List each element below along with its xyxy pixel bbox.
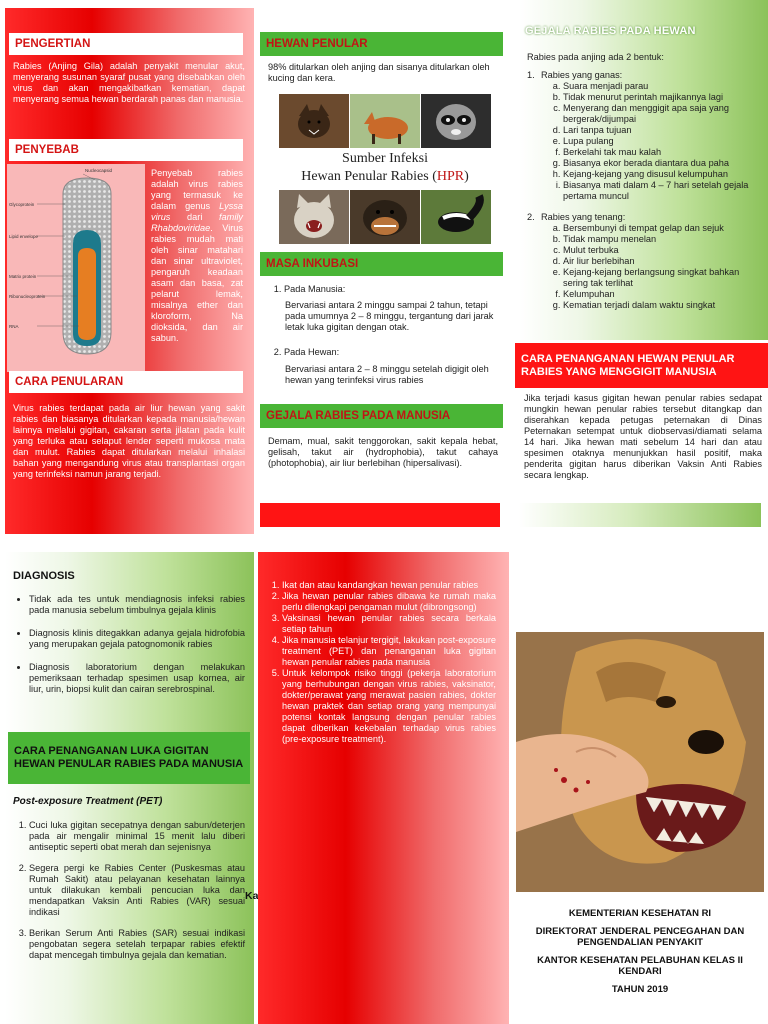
fox-photo — [350, 94, 420, 148]
ganas-item: b. Tidak menurut perintah majikannya lagi — [563, 92, 763, 103]
organization-line: TAHUN 2019 — [611, 983, 669, 995]
tenang-item: b. Tidak mampu menelan — [563, 234, 763, 245]
heading-masa-inkubasi: MASA INKUBASI — [260, 252, 503, 276]
heading-penanganan-hewan: CARA PENANGANAN HEWAN PENULAR RABIES YANG MENGGIGIT MANUSIA — [515, 343, 768, 388]
dog-eye — [656, 696, 676, 708]
pencegahan-item: 3. Vaksinasi hewan penular rabies secara berkala setiap tahun — [282, 613, 496, 635]
tenang-item: a. Bersembunyi di tempat gelap dan sejuk — [563, 223, 763, 234]
penyebab-genus: Lyssa virus — [151, 201, 243, 222]
heading-diagnosis: DIAGNOSIS — [13, 570, 75, 582]
penanganan-hewan-text: Jika terjadi kasus gigitan hewan penular rabies sedapat mungkin hewan penular rabies tersebut ditangkap dan diserahkan kepada petugas peternakan di Dinas Peternakan setempat untuk diobservasi/diamati selama 14 hari. Jika hewan mati sebelum 14 hari dan atau spesimen otaknya menunjukkan hasil positif, maka penderita gigitan harus diberikan Vaksin Anti Rabies secara lengkap. — [524, 393, 762, 480]
heading-gejala-hewan: GEJALA RABIES PADA HEWAN — [525, 25, 696, 37]
rabies-virus-diagram — [7, 164, 145, 372]
tenang-sublist — [527, 223, 763, 311]
heading-hewan-penular: HEWAN PENULAR — [260, 32, 503, 56]
tenang-item: g. Kematian terjadi dalam waktu singkat — [563, 300, 763, 311]
infection-caption — [279, 150, 491, 186]
heading-pengertian: PENGERTIAN — [9, 33, 243, 55]
inkubasi-label: Pada Hewan: — [284, 347, 340, 357]
virus-label: Nucleocapsid — [85, 168, 113, 173]
panel-top-left — [5, 8, 254, 534]
inkubasi-list — [268, 284, 498, 299]
ganas-item: e. Lupa pulang — [563, 136, 763, 147]
bite-wound — [574, 788, 579, 793]
cat-photo — [279, 190, 349, 244]
bite-wound — [554, 768, 558, 772]
panel-bottom-left — [5, 552, 259, 1024]
luka-list — [13, 820, 245, 971]
ganas-item: i. Biasanya mati dalam 4 – 7 hari setelah gejala pertama muncul — [563, 180, 763, 202]
gejala-hewan-intro: Rabies pada anjing ada 2 bentuk: — [527, 52, 664, 62]
virus-nucleocapsid — [78, 248, 96, 340]
inkubasi-label: Pada Manusia: — [284, 284, 346, 294]
virus-label: Lipid envelope — [9, 234, 39, 239]
caption-text: ) — [464, 169, 469, 184]
penyebab-family: family Rhabdoviridae — [151, 212, 243, 233]
gejala-manusia-text: Demam, mual, sakit tenggorokan, sakit kepala hebat, gelisah, takut air (hydrophobia), takut cahaya (photophobia), air liur berlebihan (hipersalivasi). — [268, 436, 498, 468]
diagnosis-item: • Diagnosis klinis ditegakkan adanya gejala hidrofobia yang merupakan gejala patognomonik rabies — [29, 628, 245, 650]
organization-block — [520, 908, 760, 1001]
ganas-label — [527, 70, 763, 81]
organization-line: KEMENTERIAN KESEHATAN RI — [568, 908, 712, 919]
tenang-item: c. Mulut terbuka — [563, 245, 763, 256]
heading-gejala-manusia: GEJALA RABIES PADA MANUSIA — [260, 404, 503, 428]
ganas-item: g. Biasanya ekor berada diantara dua paha — [563, 158, 763, 169]
bite-wound — [561, 777, 567, 783]
diagnosis-list — [13, 594, 245, 707]
inkubasi-list — [268, 347, 498, 358]
panel-top-middle — [260, 8, 505, 502]
ganas-item: c. Menyerang dan menggigit apa saja yang bergerak/dijumpai — [563, 103, 763, 125]
pencegahan-item: 5. Untuk kelompok risiko tinggi (pekerja laboratorium yang berhubungan dengan virus rabies, vaksinator, dokter/perawat yang merawat pasien rabies, dokter hewan praktek dan setiap orang yang mempunyai potensi kontak langsung dengan penular rabies dapat diberikan kekebalan terhadap virus rabies (pre-exposure treatment). — [282, 668, 496, 745]
raccoon-photo — [421, 94, 491, 148]
organization-line: DIREKTORAT JENDERAL PENCEGAHAN DAN PENGENDALIAN PENYAKIT — [535, 925, 745, 948]
virus-label: RNA — [9, 324, 19, 329]
diagnosis-item: • Diagnosis laboratorium dengan melakukan pemeriksaan terhadap spesimen usap kornea, air liur, urin, biopsi kulit dan cairan serebrospinal. — [29, 662, 245, 695]
penyebab-text-part: Penyebab rabies adalah virus rabies yang termasuk ke dalam genus — [151, 168, 243, 211]
penyebab-text-part: . Virus rabies mudah mati oleh sinar matahari dan sinar ultraviolet, pengaruh keadaan asam dan basa, zat pelarut lemak, misalnya ether dan kloroform, Na dioksida, dan air sabun. — [151, 223, 243, 343]
list-number: 2. — [527, 212, 535, 222]
heading-penanganan-luka: CARA PENANGANAN LUKA GIGITAN HEWAN PENULAR RABIES PADA MANUSIA — [8, 732, 250, 784]
virus-label: Ribonucleoprotein — [9, 294, 46, 299]
animal-photo-collage — [279, 94, 491, 244]
panel-bottom-middle — [258, 552, 509, 1024]
ganas-item: f. Berkelahi tak mau kalah — [563, 147, 763, 158]
list-number: 1. — [527, 70, 535, 80]
panel-top-right — [519, 0, 768, 340]
virus-label: Glycoprotein — [9, 202, 35, 207]
penyebab-text-part: dari — [170, 212, 219, 222]
ganas-sublist — [527, 81, 763, 202]
inkubasi-item — [284, 347, 498, 358]
dog-nose — [688, 730, 724, 754]
tenang-item: f. Kelumpuhan — [563, 289, 763, 300]
ganas-label-text: Rabies yang ganas: — [541, 70, 623, 80]
penyebab-text — [151, 168, 243, 344]
diagnosis-item: • Tidak ada tes untuk mendiagnosis infeksi rabies pada manusia sebelum timbulnya gejala klinis — [29, 594, 245, 616]
green-bar-right — [519, 503, 761, 527]
caption-hpr: HPR — [436, 169, 465, 184]
ganas-item: d. Lari tanpa tujuan — [563, 125, 763, 136]
penularan-text: Virus rabies terdapat pada air liur hewan yang sakit rabies dan biasanya ditularkan kepada manusia/hewan lainnya melalui gigitan, cakaran serta jilatan pada kulit yang terluka atau selaput lender seperti mukosa mata dan mulut. Rabies dapat ditularkan melalui inhalasi bahan yang mengandung virus atau transplantasi organ yang terinfeksi namun jarang terjadi. — [13, 403, 245, 479]
inkubasi-hewan-text: Bervariasi antara 2 – 8 minggu setelah digigit oleh hewan yang terinfeksi virus rabies — [285, 364, 489, 385]
dog-brow — [596, 662, 666, 702]
dog-photo — [350, 190, 420, 244]
ganas-item: h. Kejang-kejang yang disusul kelumpuhan — [563, 169, 763, 180]
organization-line: KANTOR KESEHATAN PELABUHAN KELAS II KENDARI — [537, 954, 743, 977]
virus-label: Matrix protein — [9, 274, 37, 279]
luka-item: 1. Cuci luka gigitan secepatnya dengan sabun/deterjen pada air mengalir minimal 15 menit lalu diberi antiseptic seperti obat merah dan sejenisnya — [29, 820, 245, 853]
caption-line-1: Sumber Infeksi — [342, 151, 428, 166]
heading-penyebab: PENYEBAB — [9, 139, 243, 161]
pencegahan-list — [268, 580, 496, 745]
inkubasi-manusia-text: Bervariasi antara 2 minggu sampai 2 tahun, tetapi pada umumnya 2 – 8 minggu, tergantung dari jarak letak luka gigitan dengan otak. — [285, 300, 494, 332]
bat-photo — [279, 94, 349, 148]
inkubasi-item — [284, 284, 498, 295]
pencegahan-item: 4. Jika manusia telanjur tergigit, lakukan post-exposure treatment (PET) dan penanganan luka gigitan hewan penular rabies pada manusia — [282, 635, 496, 668]
caption-line-2 — [279, 168, 491, 186]
bite-wound — [586, 780, 590, 784]
skunk-photo — [421, 190, 491, 244]
overflow-text: Ka — [245, 890, 259, 902]
pet-subtitle: Post-exposure Treatment (PET) — [13, 796, 163, 807]
hewan-penular-text: 98% ditularkan oleh anjing dan sisanya ditularkan oleh kucing dan kera. — [268, 62, 490, 83]
panel-bottom-right — [512, 552, 768, 1024]
tenang-item: e. Kejang-kejang berlangsung singkat bahkan sering tak terlihat — [563, 267, 763, 289]
pencegahan-item: 1. Ikat dan atau kandangkan hewan penular rabies — [282, 580, 496, 591]
red-bar-middle — [260, 503, 500, 527]
luka-item: 3. Berikan Serum Anti Rabies (SAR) sesuai indikasi pengobatan segera setelah terpapar rabies efektif dapat mencegah timbulnya gejala dan kematian. — [29, 928, 245, 961]
pencegahan-item: 2. Jika hewan penular rabies dibawa ke rumah maka perlu dilengkapi pengaman mulut (dibrongsong) — [282, 591, 496, 613]
heading-cara-penularan: CARA PENULARAN — [9, 371, 243, 393]
tenang-item: d. Air liur berlebihan — [563, 256, 763, 267]
pengertian-text: Rabies (Anjing Gila) adalah penyakit menular akut, menyerang susunan syaraf pusat yang disebabkan oleh virus dan akan mengakibatkan kematian, dapat menyerang semua hewan berdarah panas dan manusia. — [13, 61, 245, 104]
dog-bite-photo — [516, 632, 764, 892]
tenang-label — [527, 212, 763, 223]
luka-item: 2. Segera pergi ke Rabies Center (Puskesmas atau Rumah Sakit) atau pelayanan kesehatan lainnya untuk dilakukan kembali pencucian luka dan mendapatkan Vaksin Anti Rabies (VAR) sesuai indikasi — [29, 863, 245, 918]
gejala-hewan-list — [527, 70, 763, 311]
tenang-label-text: Rabies yang tenang: — [541, 212, 626, 222]
ganas-item: a. Suara menjadi parau — [563, 81, 763, 92]
caption-text: Hewan Penular Rabies ( — [301, 169, 437, 184]
